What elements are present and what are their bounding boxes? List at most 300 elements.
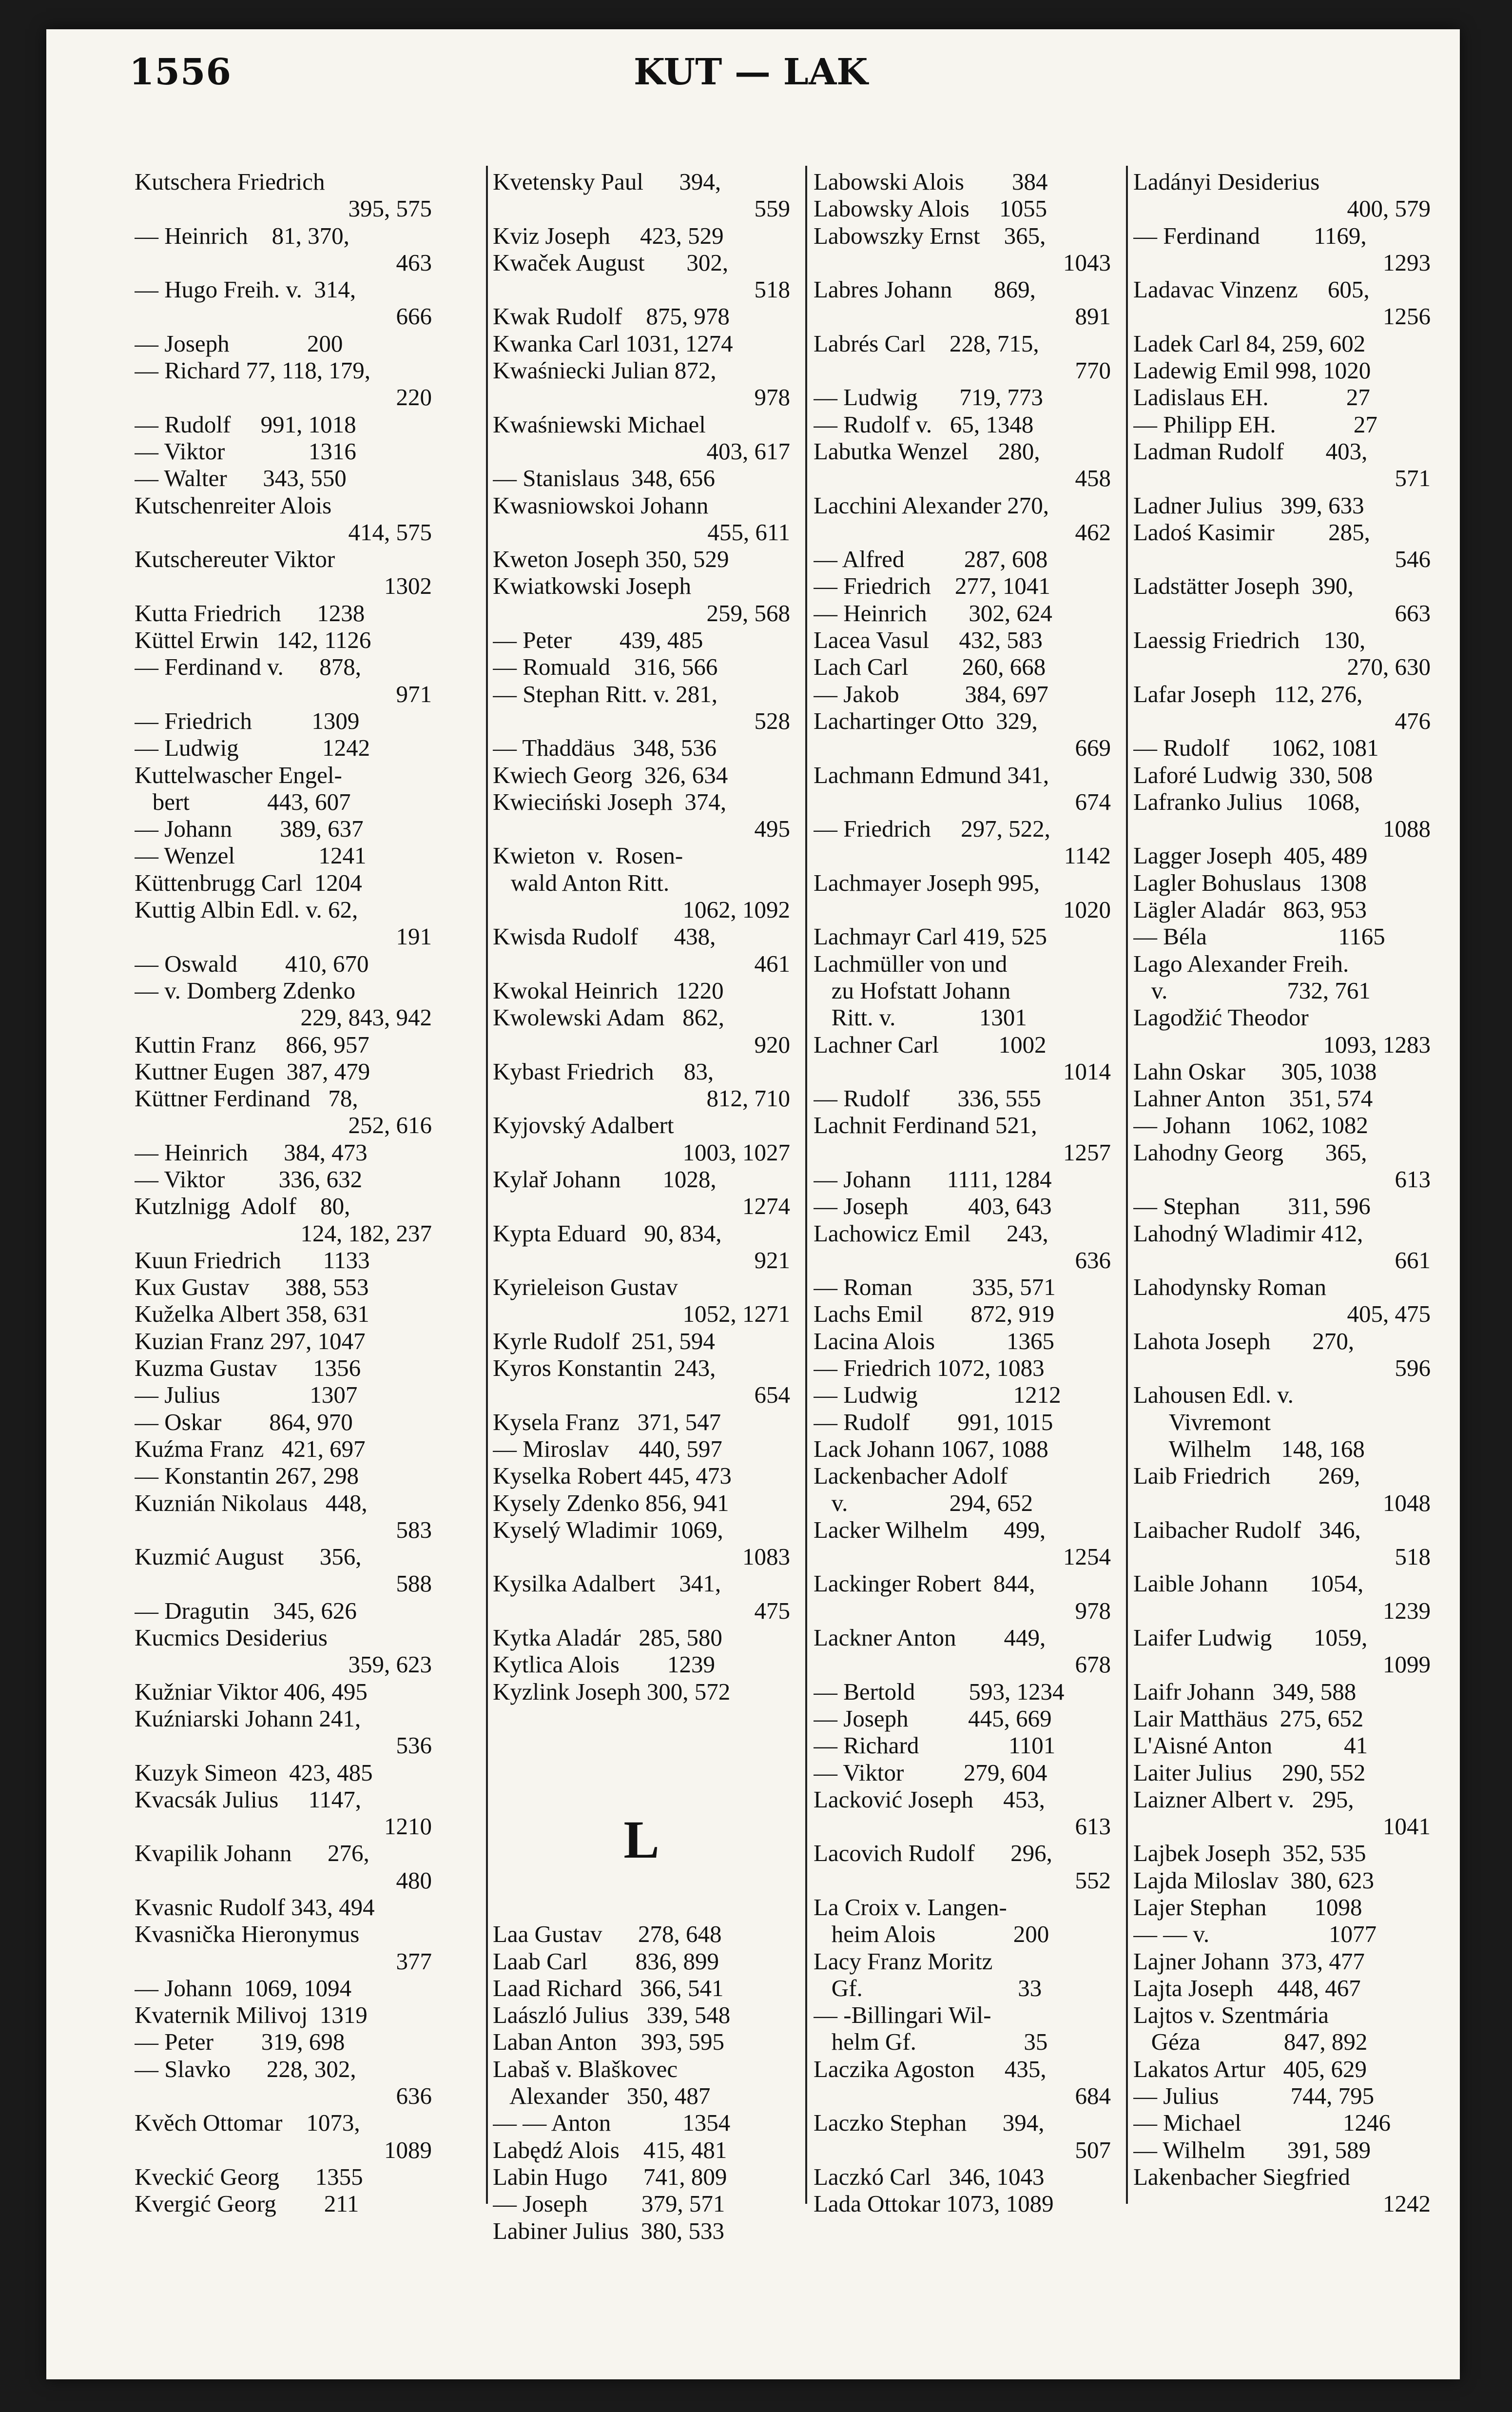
- entry-continuation: 463: [396, 249, 432, 276]
- entry-continuation: 1083: [742, 1543, 790, 1570]
- index-entry: — Bertold 593, 1234: [814, 1678, 1065, 1705]
- index-entry: Lagger Joseph 405, 489: [1133, 842, 1368, 869]
- index-entry: — Johann 1069, 1094: [135, 1974, 352, 2001]
- index-entry: — Walter 343, 550: [135, 465, 347, 492]
- entry-continuation: 920: [754, 1031, 790, 1058]
- entry-continuation: 666: [396, 303, 432, 330]
- entry-continuation: 1048: [1383, 1489, 1431, 1516]
- index-entry: Kyjovský Adalbert: [493, 1112, 674, 1139]
- index-entry: Lack Johann 1067, 1088: [814, 1435, 1048, 1462]
- entry-continuation: 191: [396, 923, 432, 950]
- entry-continuation: 1088: [1383, 815, 1431, 843]
- index-entry: Kylař Johann 1028,: [493, 1165, 717, 1193]
- index-entry: — Oswald 410, 670: [135, 950, 369, 977]
- entry-continuation: 1041: [1383, 1813, 1431, 1840]
- index-entry: Kužniar Viktor 406, 495: [135, 1678, 368, 1705]
- entry-continuation: 395, 575: [348, 195, 432, 222]
- index-entry: Lahodny Georg 365,: [1133, 1138, 1367, 1166]
- index-entry: — Friedrich 277, 1041: [814, 572, 1050, 600]
- index-entry: Gf. 33: [814, 1974, 1042, 2001]
- index-entry: Lachmayr Carl 419, 525: [814, 923, 1047, 950]
- index-entry: — Joseph 445, 669: [814, 1705, 1052, 1732]
- index-entry: Laessig Friedrich 130,: [1133, 627, 1366, 654]
- index-entry: Ladislaus EH. 27: [1133, 384, 1370, 411]
- index-entry: Labiner Julius 380, 533: [493, 2217, 724, 2244]
- index-entry: Ladman Rudolf 403,: [1133, 437, 1368, 465]
- index-entry: Kuttin Franz 866, 957: [135, 1031, 369, 1058]
- entry-continuation: 921: [754, 1246, 790, 1274]
- index-entry: Kutschenreiter Alois: [135, 491, 332, 519]
- index-entry: Kuttner Eugen 387, 479: [135, 1058, 370, 1085]
- index-entry: Kutschereuter Viktor: [135, 546, 335, 573]
- index-entry: Lakenbacher Siegfried: [1133, 2163, 1350, 2190]
- entry-continuation: 359, 623: [348, 1651, 432, 1678]
- entry-continuation: 1142: [1064, 842, 1111, 869]
- index-entry: Ladstätter Joseph 390,: [1133, 572, 1354, 600]
- entry-continuation: 1257: [1063, 1138, 1111, 1166]
- index-entry: v. 732, 761: [1133, 977, 1371, 1004]
- index-entry: Kwokal Heinrich 1220: [493, 977, 724, 1004]
- index-entry: Laab Carl 836, 899: [493, 1947, 719, 1975]
- index-entry: v. 294, 652: [814, 1489, 1033, 1516]
- entry-continuation: 1062, 1092: [682, 896, 790, 923]
- index-entry: Kvergić Georg 211: [135, 2190, 359, 2217]
- entry-continuation: 377: [396, 1947, 432, 1975]
- index-entry: — Alfred 287, 608: [814, 546, 1048, 573]
- index-column-2: [493, 168, 790, 2244]
- entry-continuation: 495: [754, 815, 790, 843]
- index-entry: — Friedrich 1309: [135, 707, 360, 734]
- entry-continuation: 458: [1075, 465, 1111, 492]
- index-entry: Lahodný Wladimir 412,: [1133, 1219, 1363, 1247]
- index-entry: — Viktor 279, 604: [814, 1759, 1047, 1786]
- index-entry: Kvasnička Hieronymus: [135, 1921, 360, 1948]
- index-entry: Lachner Carl 1002: [814, 1031, 1047, 1058]
- index-entry: Alexander 350, 487: [493, 2082, 711, 2110]
- index-entry: Laczko Stephan 394,: [814, 2109, 1045, 2137]
- entry-continuation: 455, 611: [707, 518, 790, 546]
- blank-line: [493, 1705, 790, 1732]
- index-entry: — — v. 1077: [1133, 1921, 1377, 1948]
- index-entry: Kutta Friedrich 1238: [135, 599, 365, 627]
- entry-continuation: 518: [754, 276, 790, 303]
- index-entry: Kvetensky Paul 394,: [493, 168, 721, 195]
- index-entry: Kuttelwascher Engel-: [135, 761, 342, 788]
- index-entry: Kwiech Georg 326, 634: [493, 761, 728, 788]
- index-entry: Laibacher Rudolf 346,: [1133, 1516, 1361, 1543]
- index-entry: Kvapilik Johann 276,: [135, 1840, 369, 1867]
- index-entry: — Johann 1111, 1284: [814, 1165, 1052, 1193]
- index-entry: — Viktor 1316: [135, 437, 356, 465]
- index-entry: — Peter 439, 485: [493, 627, 703, 654]
- entry-continuation: 1003, 1027: [682, 1138, 790, 1166]
- index-entry: — Ludwig 1242: [135, 734, 370, 762]
- index-entry: — Philipp EH. 27: [1133, 411, 1377, 438]
- index-entry: wald Anton Ritt.: [493, 869, 670, 896]
- index-entry: Lajda Miloslav 380, 623: [1133, 1866, 1375, 1894]
- blank-line: [493, 1894, 790, 1921]
- index-entry: — Peter 319, 698: [135, 2028, 345, 2056]
- column-divider: [805, 166, 807, 2204]
- index-entry: Kutzlnigg Adolf 80,: [135, 1193, 350, 1220]
- entry-continuation: 1099: [1383, 1651, 1431, 1678]
- entry-continuation: 220: [396, 384, 432, 411]
- index-entry: Laa Gustav 278, 648: [493, 1921, 722, 1948]
- entry-continuation: 1089: [384, 2136, 432, 2163]
- index-entry: — Johann 1062, 1082: [1133, 1112, 1368, 1139]
- index-entry: Labowsky Alois 1055: [814, 195, 1047, 222]
- index-entry: — Viktor 336, 632: [135, 1165, 363, 1193]
- index-entry: Küttenbrugg Carl 1204: [135, 869, 362, 896]
- index-entry: Lagler Bohuslaus 1308: [1133, 869, 1367, 896]
- index-entry: — -Billingari Wil-: [814, 2001, 991, 2029]
- index-entry: Lacea Vasul 432, 583: [814, 627, 1043, 654]
- index-entry: Labres Johann 869,: [814, 276, 1036, 303]
- index-entry: Kwisda Rudolf 438,: [493, 923, 716, 950]
- index-entry: Lacovich Rudolf 296,: [814, 1840, 1052, 1867]
- index-entry: Lägler Aladár 863, 953: [1133, 896, 1367, 923]
- index-entry: Lachmann Edmund 341,: [814, 761, 1049, 788]
- entry-continuation: 480: [396, 1866, 432, 1894]
- index-entry: Lafar Joseph 112, 276,: [1133, 680, 1363, 707]
- entry-continuation: 978: [1075, 1597, 1111, 1624]
- index-entry: Lakatos Artur 405, 629: [1133, 2055, 1367, 2082]
- index-entry: Lajer Stephan 1098: [1133, 1894, 1362, 1921]
- index-entry: Kuznián Nikolaus 448,: [135, 1489, 368, 1516]
- index-entry: Lackner Anton 449,: [814, 1624, 1046, 1651]
- entry-continuation: 518: [1395, 1543, 1431, 1570]
- index-entry: Lajta Joseph 448, 467: [1133, 1974, 1361, 2001]
- index-entry: — Jakob 384, 697: [814, 680, 1048, 707]
- entry-continuation: 588: [396, 1570, 432, 1597]
- entry-continuation: 475: [754, 1597, 790, 1624]
- column-divider: [486, 166, 488, 2204]
- index-entry: Lachnit Ferdinand 521,: [814, 1112, 1037, 1139]
- index-entry: Laib Friedrich 269,: [1133, 1462, 1360, 1490]
- index-entry: Kyros Konstantin 243,: [493, 1354, 716, 1382]
- index-entry: Kyrle Rudolf 251, 594: [493, 1327, 715, 1354]
- entry-continuation: 1293: [1383, 249, 1431, 276]
- index-entry: Kysilka Adalbert 341,: [493, 1570, 721, 1597]
- index-entry: Labrés Carl 228, 715,: [814, 330, 1039, 357]
- index-entry: Labowski Alois 384: [814, 168, 1048, 195]
- index-entry: Kux Gustav 388, 553: [135, 1274, 369, 1301]
- index-entry: — Slavko 228, 302,: [135, 2055, 356, 2082]
- index-entry: Kvěch Ottomar 1073,: [135, 2109, 360, 2137]
- index-entry: Laifer Ludwig 1059,: [1133, 1624, 1368, 1651]
- index-entry: — Julius 1307: [135, 1381, 358, 1409]
- entry-continuation: 636: [396, 2082, 432, 2110]
- index-entry: Kytka Aladár 285, 580: [493, 1624, 722, 1651]
- index-entry: — Dragutin 345, 626: [135, 1597, 357, 1624]
- section-letter-heading: L: [623, 1809, 659, 1869]
- entry-continuation: 414, 575: [348, 518, 432, 546]
- index-entry: Lacković Joseph 453,: [814, 1785, 1045, 1813]
- entry-continuation: 1020: [1063, 896, 1111, 923]
- index-entry: — Heinrich 302, 624: [814, 599, 1052, 627]
- index-entry: — Stephan Ritt. v. 281,: [493, 680, 717, 707]
- entry-continuation: 1014: [1063, 1058, 1111, 1085]
- index-entry: Lackinger Robert 844,: [814, 1570, 1035, 1597]
- index-column-4: [1133, 168, 1431, 2217]
- index-entry: Lacchini Alexander 270,: [814, 491, 1049, 519]
- blank-line: [493, 1759, 790, 1786]
- index-entry: Kwieciński Joseph 374,: [493, 788, 727, 815]
- index-entry: Kwiatkowski Joseph: [493, 572, 691, 600]
- entry-continuation: 636: [1075, 1246, 1111, 1274]
- entry-continuation: 678: [1075, 1651, 1111, 1678]
- entry-continuation: 536: [396, 1732, 432, 1759]
- entry-continuation: 1210: [384, 1813, 432, 1840]
- index-entry: Kveckić Georg 1355: [135, 2163, 363, 2190]
- index-entry: — Wilhelm 391, 589: [1133, 2136, 1371, 2163]
- index-entry: Kwak Rudolf 875, 978: [493, 303, 730, 330]
- entry-continuation: 252, 616: [348, 1112, 432, 1139]
- index-entry: — Ferdinand v. 878,: [135, 653, 361, 681]
- index-entry: Ladoś Kasimir 285,: [1133, 518, 1370, 546]
- index-entry: Lahota Joseph 270,: [1133, 1327, 1355, 1354]
- entry-continuation: 661: [1395, 1246, 1431, 1274]
- index-entry: Lahodynsky Roman: [1133, 1274, 1327, 1301]
- index-entry: Ladewig Emil 998, 1020: [1133, 357, 1371, 384]
- index-entry: Küttel Erwin 142, 1126: [135, 627, 371, 654]
- index-entry: Lachs Emil 872, 919: [814, 1300, 1055, 1328]
- index-entry: Ladavac Vinzenz 605,: [1133, 276, 1370, 303]
- index-entry: Lacker Wilhelm 499,: [814, 1516, 1046, 1543]
- entry-continuation: 684: [1075, 2082, 1111, 2110]
- index-entry: Laászló Julius 339, 548: [493, 2001, 731, 2029]
- index-entry: Kweton Joseph 350, 529: [493, 546, 729, 573]
- index-entry: Kuzyk Simeon 423, 485: [135, 1759, 373, 1786]
- index-entry: Lahner Anton 351, 574: [1133, 1085, 1373, 1112]
- index-entry: Lacy Franz Moritz: [814, 1947, 993, 1975]
- index-entry: Kuttig Albin Edl. v. 62,: [135, 896, 358, 923]
- index-entry: — Friedrich 1072, 1083: [814, 1354, 1045, 1382]
- index-entry: bert 443, 607: [135, 788, 351, 815]
- index-entry: Küttner Ferdinand 78,: [135, 1085, 358, 1112]
- entry-continuation: 1274: [742, 1193, 790, 1220]
- entry-continuation: 229, 843, 942: [300, 1004, 432, 1031]
- entry-continuation: 654: [754, 1381, 790, 1409]
- entry-continuation: 812, 710: [706, 1085, 790, 1112]
- index-entry: Laczika Agoston 435,: [814, 2055, 1047, 2082]
- entry-continuation: 663: [1395, 599, 1431, 627]
- entry-continuation: 403, 617: [706, 437, 790, 465]
- index-entry: — Konstantin 267, 298: [135, 1462, 359, 1490]
- index-entry: Labutka Wenzel 280,: [814, 437, 1040, 465]
- index-entry: — Romuald 316, 566: [493, 653, 718, 681]
- index-entry: — Rudolf 336, 555: [814, 1085, 1041, 1112]
- index-entry: Wilhelm 148, 168: [1133, 1435, 1365, 1462]
- index-entry: Kuzian Franz 297, 1047: [135, 1327, 366, 1354]
- entry-continuation: 1043: [1063, 249, 1111, 276]
- index-entry: La Croix v. Langen-: [814, 1894, 1007, 1921]
- index-entry: — Ludwig 719, 773: [814, 384, 1043, 411]
- index-entry: Kuźniarski Johann 241,: [135, 1705, 361, 1732]
- index-entry: Kyselka Robert 445, 473: [493, 1462, 732, 1490]
- index-entry: — — Anton 1354: [493, 2109, 731, 2137]
- entry-continuation: 1242: [1383, 2190, 1431, 2217]
- entry-continuation: 978: [754, 384, 790, 411]
- index-entry: Lach Carl 260, 668: [814, 653, 1046, 681]
- index-entry: Kwieton v. Rosen-: [493, 842, 683, 869]
- index-entry: heim Alois 200: [814, 1921, 1049, 1948]
- index-entry: — Rudolf v. 65, 1348: [814, 411, 1034, 438]
- index-column-3: [814, 168, 1111, 2217]
- entry-continuation: 1254: [1063, 1543, 1111, 1570]
- index-entry: Vivremont: [1133, 1408, 1271, 1435]
- entry-continuation: 674: [1075, 788, 1111, 815]
- entry-continuation: 552: [1075, 1866, 1111, 1894]
- index-entry: Lahousen Edl. v.: [1133, 1381, 1294, 1409]
- index-entry: Labaš v. Blaškovec: [493, 2055, 678, 2082]
- entry-continuation: 1256: [1383, 303, 1431, 330]
- index-entry: Lacina Alois 1365: [814, 1327, 1055, 1354]
- index-entry: Lair Matthäus 275, 652: [1133, 1705, 1364, 1732]
- index-entry: Kvaternik Milivoj 1319: [135, 2001, 368, 2029]
- index-entry: — Johann 389, 637: [135, 815, 364, 843]
- entry-continuation: 971: [396, 680, 432, 707]
- entry-continuation: 461: [754, 950, 790, 977]
- blank-line: [493, 1732, 790, 1759]
- index-entry: — Wenzel 1241: [135, 842, 367, 869]
- index-entry: — Heinrich 384, 473: [135, 1138, 368, 1166]
- entry-continuation: 1239: [1383, 1597, 1431, 1624]
- index-entry: L'Aisné Anton 41: [1133, 1732, 1368, 1759]
- index-entry: Kutschera Friedrich: [135, 168, 325, 195]
- entry-continuation: 583: [396, 1516, 432, 1543]
- entry-continuation: 507: [1075, 2136, 1111, 2163]
- index-entry: Kuzma Gustav 1356: [135, 1354, 361, 1382]
- index-entry: Lagodžić Theodor: [1133, 1004, 1309, 1031]
- index-entry: Labędź Alois 415, 481: [493, 2136, 727, 2163]
- index-entry: zu Hofstatt Johann: [814, 977, 1011, 1004]
- index-entry: Lackenbacher Adolf: [814, 1462, 1008, 1490]
- column-divider: [1126, 166, 1128, 2204]
- index-entry: — Joseph 403, 643: [814, 1193, 1052, 1220]
- index-entry: Kuun Friedrich 1133: [135, 1246, 370, 1274]
- index-entry: Kysely Zdenko 856, 941: [493, 1489, 729, 1516]
- entry-continuation: 405, 475: [1347, 1300, 1431, 1328]
- index-entry: Kwolewski Adam 862,: [493, 1004, 724, 1031]
- index-entry: — Thaddäus 348, 536: [493, 734, 717, 762]
- index-entry: Kybast Friedrich 83,: [493, 1058, 714, 1085]
- index-entry: — Oskar 864, 970: [135, 1408, 353, 1435]
- index-entry: Kyzlink Joseph 300, 572: [493, 1678, 731, 1705]
- index-entry: — Stephan 311, 596: [1133, 1193, 1371, 1220]
- index-entry: Kyselý Wladimir 1069,: [493, 1516, 723, 1543]
- index-entry: Kuzmić August 356,: [135, 1543, 362, 1570]
- entry-continuation: 476: [1395, 707, 1431, 734]
- index-entry: Kwanka Carl 1031, 1274: [493, 330, 733, 357]
- entry-continuation: 124, 182, 237: [300, 1219, 432, 1247]
- index-entry: Laiter Julius 290, 552: [1133, 1759, 1366, 1786]
- index-entry: Ladányi Desiderius: [1133, 168, 1320, 195]
- entry-continuation: 259, 568: [706, 599, 790, 627]
- index-entry: Lago Alexander Freih.: [1133, 950, 1349, 977]
- entry-continuation: 596: [1395, 1354, 1431, 1382]
- index-entry: Kuźma Franz 421, 697: [135, 1435, 366, 1462]
- index-entry: Kwaśniecki Julian 872,: [493, 357, 717, 384]
- index-entry: Labin Hugo 741, 809: [493, 2163, 727, 2190]
- entry-continuation: 462: [1075, 518, 1111, 546]
- index-entry: — Rudolf 1062, 1081: [1133, 734, 1379, 762]
- index-entry: — Richard 77, 118, 179,: [135, 357, 371, 384]
- index-entry: Lajbek Joseph 352, 535: [1133, 1840, 1366, 1867]
- entry-continuation: 528: [754, 707, 790, 734]
- index-entry: Kysela Franz 371, 547: [493, 1408, 721, 1435]
- page-number: 1556: [129, 51, 232, 93]
- index-entry: Lajtos v. Szentmária: [1133, 2001, 1329, 2029]
- index-entry: Laban Anton 393, 595: [493, 2028, 724, 2056]
- index-entry: — Richard 1101: [814, 1732, 1056, 1759]
- entry-continuation: 770: [1075, 357, 1111, 384]
- index-entry: helm Gf. 35: [814, 2028, 1048, 2056]
- entry-continuation: 891: [1075, 303, 1111, 330]
- entry-continuation: 571: [1395, 465, 1431, 492]
- index-entry: Ladner Julius 399, 633: [1133, 491, 1364, 519]
- index-entry: — v. Domberg Zdenko: [135, 977, 356, 1004]
- index-entry: — Joseph 200: [135, 330, 343, 357]
- entry-continuation: 613: [1395, 1165, 1431, 1193]
- entry-continuation: 270, 630: [1347, 653, 1431, 681]
- index-entry: Laifr Johann 349, 588: [1133, 1678, 1357, 1705]
- entry-continuation: 400, 579: [1347, 195, 1431, 222]
- index-entry: — Heinrich 81, 370,: [135, 222, 349, 249]
- index-entry: Kwasniowskoi Johann: [493, 491, 709, 519]
- index-entry: — Ludwig 1212: [814, 1381, 1061, 1409]
- index-entry: — Hugo Freih. v. 314,: [135, 276, 356, 303]
- index-column-1: [135, 168, 432, 2217]
- index-entry: — Ferdinand 1169,: [1133, 222, 1367, 249]
- index-entry: — Miroslav 440, 597: [493, 1435, 722, 1462]
- index-entry: Kvasnic Rudolf 343, 494: [135, 1894, 375, 1921]
- index-entry: Laad Richard 366, 541: [493, 1974, 724, 2001]
- index-entry: — Rudolf 991, 1018: [135, 411, 356, 438]
- page-header-range: KUT — LAK: [634, 51, 868, 93]
- index-entry: Kvacsák Julius 1147,: [135, 1785, 361, 1813]
- entry-continuation: 1093, 1283: [1323, 1031, 1431, 1058]
- index-entry: — Béla 1165: [1133, 923, 1385, 950]
- index-entry: Ladek Carl 84, 259, 602: [1133, 330, 1366, 357]
- index-entry: Kwaček August 302,: [493, 249, 729, 276]
- entry-continuation: 669: [1075, 734, 1111, 762]
- index-entry: — Friedrich 297, 522,: [814, 815, 1050, 843]
- index-entry: Lachmayer Joseph 995,: [814, 869, 1040, 896]
- index-entry: Kypta Eduard 90, 834,: [493, 1219, 722, 1247]
- index-entry: — Michael 1246: [1133, 2109, 1391, 2137]
- entry-continuation: 546: [1395, 546, 1431, 573]
- index-entry: Labowszky Ernst 365,: [814, 222, 1046, 249]
- index-entry: Kytlica Alois 1239: [493, 1651, 715, 1678]
- index-entry: Kucmics Desiderius: [135, 1624, 328, 1651]
- index-entry: Kyrieleison Gustav: [493, 1274, 678, 1301]
- index-entry: Lada Ottokar 1073, 1089: [814, 2190, 1054, 2217]
- index-entry: — Rudolf 991, 1015: [814, 1408, 1053, 1435]
- index-entry: — Stanislaus 348, 656: [493, 465, 715, 492]
- index-entry: Laible Johann 1054,: [1133, 1570, 1364, 1597]
- index-entry: — Joseph 379, 571: [493, 2190, 725, 2217]
- index-entry: Laczkó Carl 346, 1043: [814, 2163, 1045, 2190]
- index-entry: Ritt. v. 1301: [814, 1004, 1027, 1031]
- index-entry: — Julius 744, 795: [1133, 2082, 1375, 2110]
- index-entry: Laizner Albert v. 295,: [1133, 1785, 1354, 1813]
- index-entry: Kviz Joseph 423, 529: [493, 222, 724, 249]
- index-entry: Laforé Ludwig 330, 508: [1133, 761, 1373, 788]
- index-entry: Kwaśniewski Michael: [493, 411, 706, 438]
- index-entry: — Roman 335, 571: [814, 1274, 1056, 1301]
- index-entry: Lachowicz Emil 243,: [814, 1219, 1048, 1247]
